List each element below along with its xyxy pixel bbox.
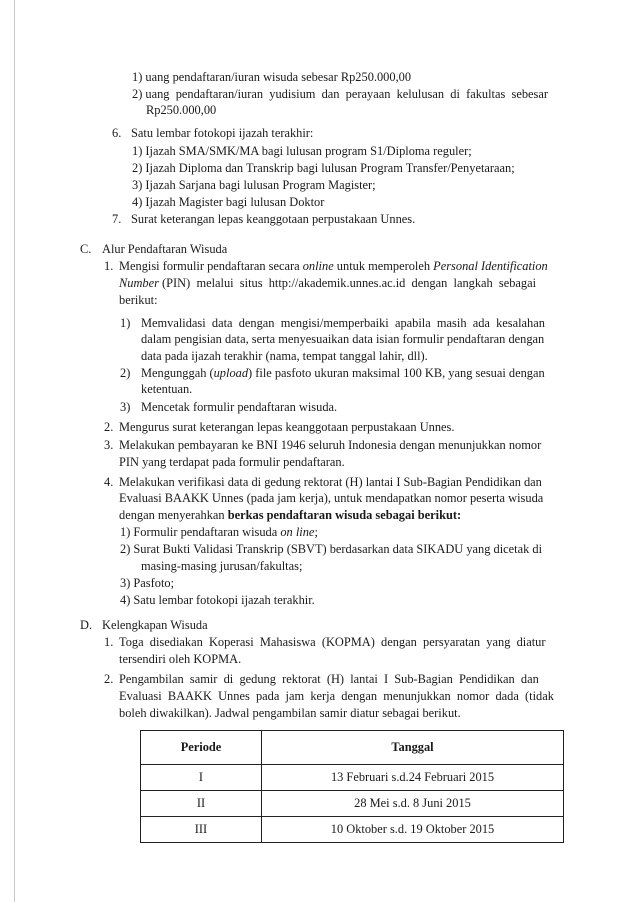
sub-item: 1) Ijazah SMA/SMK/MA bagi lulusan program S1/Diploma reguler; <box>132 144 472 158</box>
sub-item: 2) Surat Bukti Validasi Transkrip (SBVT) berdasarkan data SIKADU yang dicetak di <box>120 542 543 556</box>
sub-item-text: data pada ijazah terakhir (nama, tempat tanggal lahir, dll). <box>141 349 428 363</box>
item-text: PIN yang terdapat pada formulir pendaftaran. <box>119 455 345 469</box>
section-title: Kelengkapan Wisuda <box>102 618 208 632</box>
item-text: Number (PIN) melalui situs http://akademik.unnes.ac.id dengan langkah sebagai <box>119 276 537 290</box>
list-item: 2) uang pendaftaran/iuran yudisium dan perayaan kelulusan di fakultas sebesar <box>132 87 548 101</box>
item-number: 7. <box>112 212 122 226</box>
item-number: 4. <box>104 475 114 489</box>
table-row <box>141 765 564 791</box>
table-cell: 10 Oktober s.d. 19 Oktober 2015 <box>262 817 564 843</box>
schedule-table <box>140 730 564 843</box>
section-title: Alur Pendaftaran Wisuda <box>102 242 228 256</box>
section-letter: C. <box>80 242 92 256</box>
sub-item-number: 3) <box>120 400 131 414</box>
item-number: 3. <box>104 438 114 452</box>
item-text: boleh diwakilkan). Jadwal pengambilan samir diatur sebagai berikut. <box>119 706 461 720</box>
item-number: 2. <box>104 672 114 686</box>
item-number: 1. <box>104 635 114 649</box>
item-text: Melakukan pembayaran ke BNI 1946 seluruh Indonesia dengan menunjukkan nomor <box>119 438 542 452</box>
item-text: Evaluasi BAAKK Unnes (pada jam kerja), untuk mendapatkan nomor peserta wisuda <box>119 491 544 505</box>
item-number: 6. <box>112 126 122 140</box>
item-text: Melakukan verifikasi data di gedung rektorat (H) lantai I Sub-Bagian Pendidikan dan <box>119 475 542 489</box>
column-header: Tanggal <box>262 731 564 765</box>
sub-item-text: ketentuan. <box>141 382 193 396</box>
table-row <box>141 817 564 843</box>
item-text: tersendiri oleh KOPMA. <box>119 652 242 666</box>
item-text: Pengambilan samir di gedung rektorat (H) lantai I Sub-Bagian Pendidikan dan <box>119 672 539 686</box>
item-number: 1. <box>104 259 114 273</box>
item-text: Evaluasi BAAKK Unnes pada jam kerja dengan menunjukkan nomor dada (tidak <box>119 689 554 703</box>
table-cell: I <box>141 765 262 791</box>
list-item-continued: Rp250.000,00 <box>146 103 217 117</box>
table-cell: II <box>141 791 262 817</box>
item-text: Surat keterangan lepas keanggotaan perpustakaan Unnes. <box>131 212 416 226</box>
table-header-row <box>141 731 564 765</box>
item-text: Mengurus surat keterangan lepas keanggotaan perpustakaan Unnes. <box>119 420 455 434</box>
item-text: berikut: <box>119 293 158 307</box>
list-item: 1) uang pendaftaran/iuran wisuda sebesar Rp250.000,00 <box>132 70 412 84</box>
item-text: Mengisi formulir pendaftaran secara online untuk memperoleh Personal Identification <box>119 259 548 273</box>
item-number: 2. <box>104 420 114 434</box>
table-row <box>141 791 564 817</box>
table-cell: 28 Mei s.d. 8 Juni 2015 <box>262 791 564 817</box>
sub-item: 3) Pasfoto; <box>120 576 175 590</box>
sub-item: 4) Ijazah Magister bagi lulusan Doktor <box>132 195 325 209</box>
item-text: dengan menyerahkan berkas pendaftaran wisuda sebagai berikut: <box>119 508 462 522</box>
item-text: Satu lembar fotokopi ijazah terakhir: <box>131 126 314 140</box>
sub-item-text: Memvalidasi data dengan mengisi/memperbaiki apabila masih ada kesalahan <box>141 316 545 330</box>
section-letter: D. <box>80 618 93 632</box>
table-cell: 13 Februari s.d.24 Februari 2015 <box>262 765 564 791</box>
table-cell: III <box>141 817 262 843</box>
column-header: Periode <box>141 731 262 765</box>
item-text: Toga disediakan Koperasi Mahasiswa (KOPMA) dengan persyaratan yang diatur <box>119 635 546 649</box>
sub-item: 2) Ijazah Diploma dan Transkrip bagi lulusan Program Transfer/Penyetaraan; <box>132 161 515 175</box>
sub-item: 4) Satu lembar fotokopi ijazah terakhir. <box>120 593 315 607</box>
sub-item-text: Mencetak formulir pendaftaran wisuda. <box>141 400 338 414</box>
sub-item: 1) Formulir pendaftaran wisuda on line; <box>120 525 318 539</box>
sub-item-number: 2) <box>120 366 131 380</box>
sub-item-text: Mengunggah (upload) file pasfoto ukuran maksimal 100 KB, yang sesuai dengan <box>141 366 545 380</box>
sub-item: masing-masing jurusan/fakultas; <box>141 559 303 573</box>
scan-edge <box>14 0 15 902</box>
sub-item: 3) Ijazah Sarjana bagi lulusan Program Magister; <box>132 178 376 192</box>
sub-item-number: 1) <box>120 316 131 330</box>
sub-item-text: dalam pengisian data, serta menyesuaikan data isian formulir pendaftaran dengan <box>141 332 545 346</box>
